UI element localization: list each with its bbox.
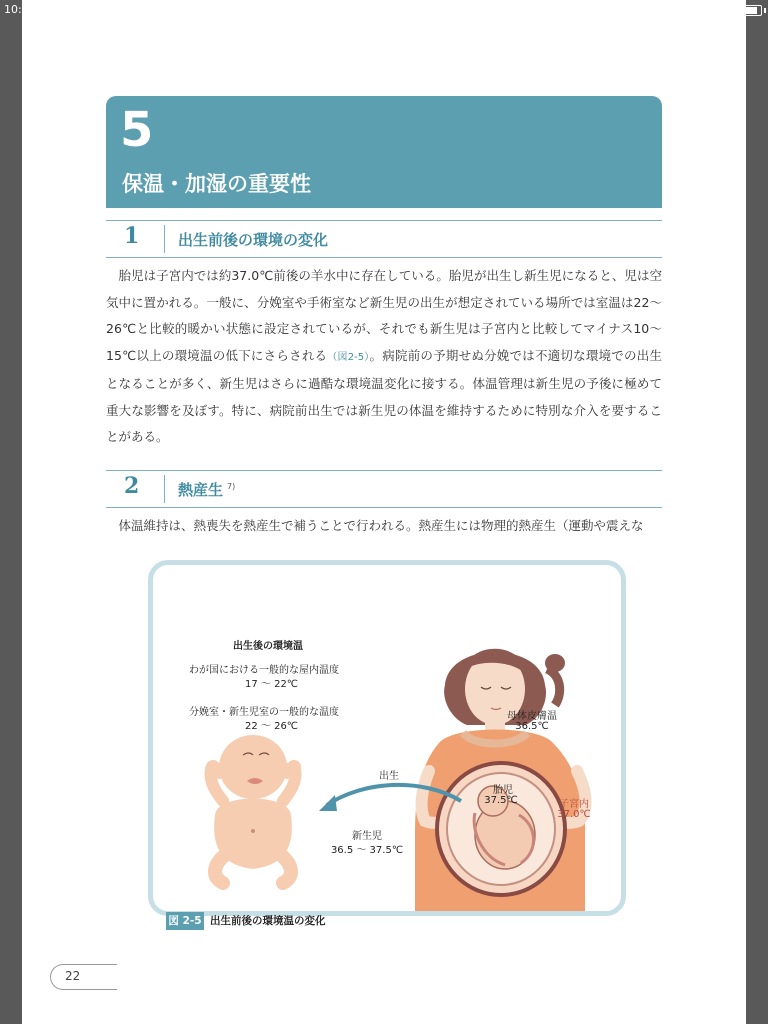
delivery-room-temp-range: 22 ～ 26℃ (245, 721, 299, 732)
figure-2-5 (148, 560, 626, 916)
figure-illustration (153, 565, 621, 911)
book-page (22, 0, 746, 1024)
status-time: 10: (4, 3, 22, 16)
reference-superscript: 7) (227, 482, 236, 491)
indoor-temp-range: 17 ～ 22℃ (245, 679, 299, 690)
fetus-label: 胎児 (493, 785, 513, 796)
fetus-temp: 37.5℃ (484, 795, 518, 806)
env-temp-heading: 出生後の環境温 (233, 641, 303, 652)
chapter-header (106, 96, 662, 208)
section-title-text: 熱産生 (178, 481, 224, 499)
uterus-label: 子宮内 (559, 799, 589, 810)
figure-caption-badge: 図 2-5 (166, 912, 204, 930)
arrow-head (319, 795, 337, 811)
birth-label: 出生 (379, 771, 399, 782)
mother-skin-label: 母体皮膚温 (507, 711, 557, 722)
mother-illustration (415, 649, 586, 911)
newborn-temp: 36.5 ～ 37.5℃ (330, 845, 404, 856)
mother-skin-temp: 36.5℃ (515, 721, 549, 732)
indoor-temp-label: わが国における一般的な屋内温度 (189, 665, 339, 676)
section-1-paragraph (106, 263, 662, 451)
section-2-paragraph: 体温維持は、熱喪失を熱産生で補うことで行われる。熱産生には物理的熱産生（運動や震えな (118, 518, 644, 533)
section-title: 出生前後の環境の変化 (178, 231, 329, 249)
battery-cap (764, 8, 766, 13)
chapter-number: 5 (120, 102, 154, 158)
paragraph-text: 。病院前の予期せぬ分娩では不適切な環境での出生となることが多く、新生児はさらに過酷な環境温変化に接する。体温管理は新生児の予後に極めて重大な影響を及ぼす。特に、病院前出生では新生児の体温を維持するために特別な介入を要することがある。 (106, 347, 662, 444)
newborn-label: 新生児 (352, 831, 382, 842)
uterus-temp: 37.0℃ (557, 809, 591, 820)
chapter-title: 保温・加湿の重要性 (122, 172, 311, 196)
paragraph-text: 胎児は子宮内では約37.0℃前後の羊水中に存在している。胎児が出生し新生児になると、児は空気中に置かれる。一般に、分娩室や手術室など新生児の出生が想定されている場所では室温は22～26℃と比較的暖かい状態に設定されているが、それでも新生児は子宮内と比較してマイナス10～15℃以上の環境温の低下にさらされる (106, 268, 662, 363)
newborn-illustration (206, 735, 301, 883)
section-title (178, 479, 235, 500)
section-header-1 (106, 220, 662, 258)
section-divider (164, 475, 165, 503)
section-header-2 (106, 470, 662, 508)
section-divider (164, 225, 165, 253)
delivery-room-temp-label: 分娩室・新生児室の一般的な温度 (189, 707, 339, 718)
section-number: 2 (124, 473, 140, 499)
section-number: 1 (124, 223, 140, 249)
figure-caption: 出生前後の環境温の変化 (210, 915, 326, 927)
page-number: 22 (65, 969, 81, 983)
page-number-tab (50, 964, 117, 990)
figure-reference-link[interactable]: （図2-5） (327, 351, 370, 363)
